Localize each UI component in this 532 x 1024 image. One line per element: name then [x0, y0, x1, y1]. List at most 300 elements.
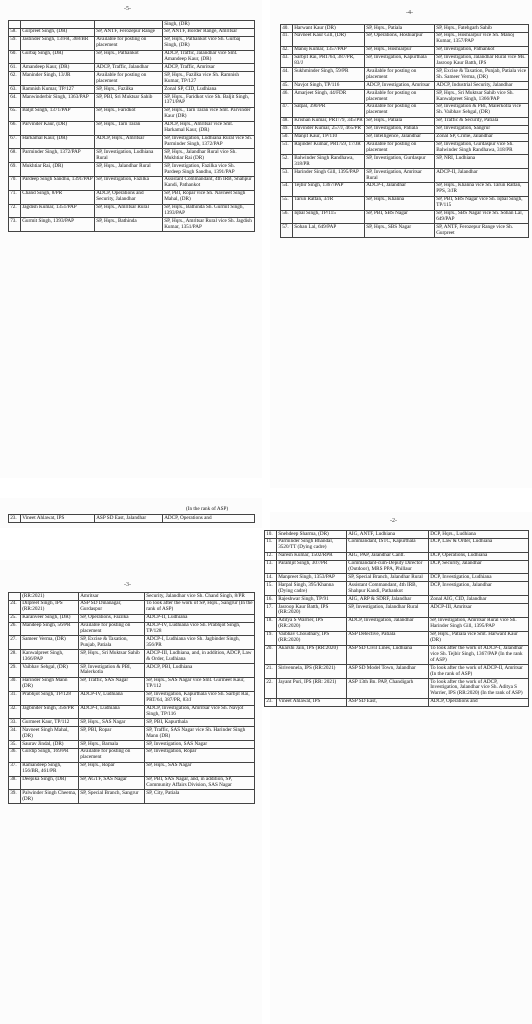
present-posting-cell: SP, Investigation, Ludhiana Rural — [95, 149, 163, 163]
table-row — [9, 762, 255, 776]
new-posting-cell: SP, ANTF, Border Range, Amritsar — [163, 28, 255, 36]
serial-cell: 72. — [9, 204, 21, 218]
new-posting-cell: SP, PBI, Ropar vice Sh. Navneet Singh Mahal, (DR) — [163, 190, 255, 204]
serial-cell: 34. — [9, 727, 21, 741]
table-row — [9, 218, 255, 232]
present-posting-cell: ASP SD Dinanagar, Gurdaspur — [79, 600, 145, 614]
new-posting-cell: ADCP, Investigation, Amritsar vice Sh. Navjot Singh, TP/116 — [145, 705, 255, 719]
present-posting-cell: Available for posting on placement — [365, 141, 435, 155]
officer-cell: Rajinder Kumar, PRT/59, 17/JR — [293, 141, 365, 155]
table-row — [265, 560, 529, 574]
present-posting-cell: ADCP, Hqrs., Amritsar — [95, 135, 163, 149]
present-posting-cell: AIG, ANTF, Ludhiana — [347, 531, 429, 539]
new-posting-cell: SP, Investigation, SAS Nagar — [145, 741, 255, 749]
table-row — [265, 631, 529, 645]
officer-cell: Manoj Kumar, 1357/PAP — [293, 46, 365, 54]
new-posting-cell: Security, Jalandhar vice Sh. Chand Singh, 8/PR — [145, 593, 255, 601]
officer-cell: Krishan Kumar, PRT/79, 345/PR — [294, 117, 363, 124]
table-row — [281, 169, 529, 183]
present-posting-cell: SP, Hqrs., Pathankot — [95, 50, 163, 64]
new-posting-cell: DCP, Security, Jalandhar — [429, 560, 529, 574]
new-posting-cell: Zonal SP, CID, Ludhiana — [163, 86, 255, 94]
serial-cell: 54. — [281, 182, 293, 196]
new-posting-cell: SP, Investigation, Ropar — [145, 748, 255, 762]
present-posting-cell: SP, Hqrs., Hoshiarpur — [365, 46, 435, 54]
officer-cell: Jasroop Kaur Batth, IPS (RR:2020) — [277, 604, 347, 618]
serial-cell — [9, 21, 21, 29]
present-posting-cell: SP, Investigation, Kapurthala — [365, 54, 435, 68]
new-posting-cell: SP, Excise & Taxation, Punjab, Patiala vice Sh. Sameer Verma, (DR) — [435, 68, 529, 82]
serial-cell: 11. — [265, 538, 277, 552]
table-row — [281, 224, 529, 238]
serial-cell: 49. — [281, 125, 293, 133]
table-row — [9, 636, 255, 650]
serial-cell: 28. — [9, 650, 21, 664]
serial-cell: 30. — [9, 677, 21, 691]
present-posting-cell: SP, Special Branch, Jalandhar Rural — [347, 574, 429, 582]
serial-cell: 47. — [281, 103, 293, 117]
serial-cell: 57. — [281, 224, 293, 238]
serial-cell: 73. — [9, 218, 21, 232]
rank-note: (In the rank of ASP) — [186, 506, 229, 512]
new-posting-cell: SP, Hqrs., Fatehgarh Sahib — [435, 25, 529, 33]
serial-cell: 51. — [281, 141, 293, 155]
table-row — [281, 117, 529, 125]
new-posting-cell: SP, Hqrs., Faridkot vice Sh. Baljit Singh, 1371/PAP — [163, 94, 255, 108]
officer-cell: Palwinder Singh Cheema, (DR) — [21, 790, 79, 804]
officer-cell: Vineet Ahlawat, IPS — [21, 515, 95, 523]
serial-cell: 31. — [9, 691, 21, 705]
serial-cell: 60. — [9, 50, 21, 64]
officer-cell: Parminder Singh, 1372/PAP — [21, 149, 95, 163]
new-posting-cell: SP, Investigation, Gurdaspur vice Sh. Balwinder Singh Randhawa, 318/PR — [435, 141, 529, 155]
new-posting-cell: ADCP, Operations and — [163, 515, 255, 523]
new-posting-cell: To look after the work of ADCP, Investigation, Jalandhar vice Sh. Aditya S Warrier, IPS (RR:2020) (In the rank of ASP) — [429, 679, 529, 699]
officer-cell: Deepika Singh, (DR) — [21, 776, 79, 790]
present-posting-cell — [95, 21, 163, 29]
new-posting-cell: To look after the work of ADCP-II, Amritsar (In the rank of ASP) — [429, 665, 529, 679]
table-row — [9, 72, 255, 86]
officer-cell: Baljit Singh, 1371/PAP — [21, 107, 95, 121]
table-row — [9, 622, 255, 636]
new-posting-cell: SP, PBI, SAS Nagar, and, in addition, SP, Community Affairs Division, SAS Nagar — [145, 776, 255, 790]
present-posting-cell: ASP SD East, Jalandhar — [95, 515, 163, 523]
officer-cell: Vineet Ahlawat, IPS — [277, 698, 347, 706]
officer-cell: Gurmeet Kaur, TP/112 — [21, 719, 79, 727]
present-posting-cell: Available for posting on placement — [79, 622, 145, 636]
serial-cell: 23. — [265, 698, 277, 706]
serial-cell: 22. — [265, 679, 277, 699]
new-posting-cell: ADCP, Operations and — [429, 698, 529, 706]
present-posting-cell: Commandant, ISTC, Kapurthala — [347, 538, 429, 552]
officer-cell: Sukhminder Singh, 59/PR — [293, 68, 365, 82]
new-posting-cell: SP, Hqrs., Tarn Taran vice Smt. Parvinder Kaur (DR) — [163, 107, 255, 121]
officer-cell: Vaibhav Sehgal, (DR) — [21, 664, 79, 678]
present-posting-cell: SP, PBI, SBS Nagar — [365, 210, 435, 224]
new-posting-cell: SP, Hqrs., Patiala vice Smt. Harwant Kaur (DR) — [429, 631, 529, 645]
new-posting-cell: SP, City, Patiala — [145, 790, 255, 804]
new-posting-cell: SP, Hqrs., Hoshiarpur vice Sh. Manoj Kumar, 1357/PAP — [435, 32, 529, 46]
serial-cell: 16. — [265, 596, 277, 604]
present-posting-cell: SP, Investigation, Amritsar Rural — [365, 169, 435, 183]
new-posting-cell: SP, Hqrs., Fazilka vice Sh. Ramnish Kumar, TP/127 — [163, 72, 255, 86]
officer-cell: Karanveer Singh, (DR) — [21, 614, 79, 622]
officer-cell: Vaibhav Choudhary, IPS (RR:2020) — [277, 631, 347, 645]
serial-cell: 63. — [9, 86, 21, 94]
table-row — [265, 645, 529, 665]
serial-cell: 65. — [9, 107, 21, 121]
new-posting-cell: ADCP, PBI, Ludhiana — [145, 664, 255, 678]
new-posting-cell: ADCP-II, Jalandhar — [435, 169, 529, 183]
page-bottom-right — [266, 512, 532, 1024]
new-posting-cell: Zonal SP, Crime, Jalandhar — [435, 133, 529, 141]
new-posting-cell: SP, Hqrs., Pathankot vice Sh. Gurbaj Singh, (DR) — [163, 36, 255, 50]
serial-cell: 18. — [265, 617, 277, 631]
serial-cell: 24. — [9, 600, 21, 614]
new-posting-cell: SP, Hqrs., Amritsar Rural vice Sh. Jagdish Kumar, 1351/PAP — [163, 218, 255, 232]
serial-cell: 64. — [9, 94, 21, 108]
officer-cell: Amarjeet Singh, 44/FDR — [293, 90, 365, 104]
present-posting-cell: SP, PBI, Ropar — [79, 727, 145, 741]
present-posting-cell: SP, Excise & Taxation, Punjab, Patiala — [79, 636, 145, 650]
present-posting-cell: SP, Hqrs., Barnala — [79, 741, 145, 749]
table-row — [281, 68, 529, 82]
page-fragment-strip — [0, 498, 262, 528]
serial-cell: 43. — [281, 54, 293, 68]
officer-cell: Maninder Singh, 13/JR — [21, 72, 95, 86]
serial-cell: 14. — [265, 574, 277, 582]
table-row — [265, 596, 529, 604]
officer-cell: Parminder Singh Bhandal, 3520/TT (Dying cadre) — [277, 538, 347, 552]
serial-cell: 50. — [281, 133, 293, 141]
table-row — [9, 107, 255, 121]
new-posting-cell: To look after the work of ADCP-I, Jalandhar vice Sh. Tejbir Singh, 1367/PAP (In the rank of ASP) — [429, 645, 529, 665]
officer-cell: Amandeep Kaur, (DR) — [21, 64, 95, 72]
officer-cell: Tarun Rattan, 3/JR — [293, 196, 365, 210]
officer-cell: Dilpreet Singh, IPS (RR:2021) — [21, 600, 79, 614]
officer-cell: Ramnish Kumar, TP/127 — [21, 86, 95, 94]
officer-cell: Navneet Kaur Gill, (DR) — [293, 32, 365, 46]
serial-cell: 68. — [9, 149, 21, 163]
new-posting-cell: SP, Investigation, Amritsar Rural vice Sh. Harinder Singh Gill, 1395/PAP — [429, 617, 529, 631]
serial-cell: 37. — [9, 762, 21, 776]
officer-cell: Rajeshwar Singh, TP/91 — [277, 596, 347, 604]
present-posting-cell: ASP SD Model Town, Jalandhar — [347, 665, 429, 679]
table-row — [9, 64, 255, 72]
present-posting-cell: SP, Special Branch, Sangrur — [79, 790, 145, 804]
officer-cell: Gurdip Singh, 169/PR — [21, 748, 79, 762]
present-posting-cell: SP, Hqrs., Amritsar Rural — [95, 204, 163, 218]
new-posting-cell: ADCP, Traffic, Jalandhar vice Smt. Amandeep Kaur, (DR) — [163, 50, 255, 64]
serial-cell: 29. — [9, 664, 21, 678]
page-number: -2- — [390, 518, 397, 524]
table-row — [281, 182, 529, 196]
table-row — [9, 748, 255, 762]
table-row — [9, 790, 255, 804]
new-posting-cell: ADCP, Traffic, Amritsar — [163, 64, 255, 72]
present-posting-cell: ASP Detective, Patiala — [347, 631, 429, 645]
serial-cell: 52. — [281, 155, 293, 169]
table-row — [9, 135, 255, 149]
serial-cell: 66. — [9, 121, 21, 135]
present-posting-cell: SP, Hqrs., Ropar — [79, 762, 145, 776]
officer-cell: Sirivennela, IPS (RR:2021) — [277, 665, 347, 679]
new-posting-cell: DCP, Investigation, Ludhiana — [429, 574, 529, 582]
present-posting-cell: SP, Hqrs., Faridkot — [95, 107, 163, 121]
officer-cell: Jastinder Singh, 13/FR, 368/BR — [21, 36, 95, 50]
serial-cell: 12. — [265, 552, 277, 560]
new-posting-cell: ADCP-III, Ludhiana, and, in addition, ADCP, Law & Order, Ludhiana — [145, 650, 255, 664]
table-row — [265, 604, 529, 618]
officer-cell: Prabhjot Singh, TP/128 — [21, 691, 79, 705]
table-row — [281, 125, 529, 133]
officer-cell: Balwinder Singh Randhawa, 318/PR — [293, 155, 365, 169]
new-posting-cell: SP, Investigation, Kapurthala vice Sh. Sarbjit Rai, PRT/64, 387/PR, 83/J — [145, 691, 255, 705]
serial-cell: 32. — [9, 705, 21, 719]
new-posting-cell: SP, Traffic, SAS Nagar vice Sh. Harinder Singh Mann (DR) — [145, 727, 255, 741]
officer-cell: Harinder Singh Mann (DR) — [21, 677, 79, 691]
officer-cell: Paramjit Singh, 307/PR — [277, 560, 347, 574]
present-posting-cell: ADCP-IV, Ludhiana — [79, 691, 145, 705]
table-row — [265, 531, 529, 539]
table-row — [9, 163, 255, 177]
serial-cell: 25. — [9, 614, 21, 622]
officer-cell: Jayant Puri, IPS (RR: 2021) — [277, 679, 347, 699]
serial-cell: 15. — [265, 582, 277, 596]
present-posting-cell: Available for posting on placement — [79, 748, 145, 762]
new-posting-cell: ADCP-I, Ludhiana vice Sh. Jagbinder Singh, 356/PR — [145, 636, 255, 650]
serial-cell: 69. — [9, 163, 21, 177]
present-posting-cell: SP, Investigation, Fazilka — [95, 176, 163, 190]
officer-cell: Davinder Kumar, 257/J, 465/PR — [293, 125, 365, 133]
present-posting-cell: SP, ANTF, Ferozepur Range — [95, 28, 163, 36]
serial-cell: 67. — [9, 135, 21, 149]
new-posting-cell: ADCP-II, Ludhiana — [145, 614, 255, 622]
serial-cell: 13. — [265, 560, 277, 574]
table-row — [281, 155, 529, 169]
serial-cell: 35. — [9, 741, 21, 749]
present-posting-cell: SP, Hqrs., Patiala — [365, 25, 435, 33]
new-posting-cell: To look after the work of SP, Hqrs., Sangrur (In the rank of ASP) — [146, 600, 253, 613]
posting-table-top-left — [8, 20, 255, 232]
present-posting-cell: AIG, ARP & SDRF, Jalandhar — [347, 596, 429, 604]
table-row — [265, 552, 529, 560]
table-row — [9, 600, 255, 614]
table-row — [281, 82, 529, 90]
page-top-right — [270, 0, 532, 488]
officer-cell: Manwinderbir Singh, 1363/PAP — [21, 94, 95, 108]
page-number: -5- — [124, 6, 131, 12]
new-posting-cell: SP, Investigation, Ludhiana Rural vice Sh. Parminder Singh, 1372/PAP — [163, 135, 255, 149]
present-posting-cell: SP, Investigation, Gurdaspur — [365, 155, 435, 169]
serial-cell: 48. — [281, 117, 293, 125]
present-posting-cell: SP, Operations, Hoshiarpur — [365, 32, 435, 46]
table-row — [9, 677, 255, 691]
table-row — [9, 719, 255, 727]
officer-cell: Manjit Kaur, TP/110 — [293, 133, 365, 141]
present-posting-cell: SP, Operations, Fazilka — [79, 614, 145, 622]
officer-cell: Manpreet Singh, 1353/PAP — [277, 574, 347, 582]
serial-cell: 38. — [9, 776, 21, 790]
serial-cell: 45. — [281, 82, 293, 90]
officer-cell: Satpal, 390/PR — [293, 103, 365, 117]
posting-table-bottom-right — [264, 530, 529, 707]
serial-cell: 40. — [281, 25, 293, 33]
present-posting-cell: SP, Investigation, Jalandhar Rural — [347, 604, 429, 618]
serial-cell: 23. — [9, 515, 21, 523]
present-posting-cell: SP, Hqrs., Jalandhar Rural — [95, 163, 163, 177]
present-posting-cell: Available for posting on placement — [95, 72, 163, 86]
present-posting-cell: Available for posting on placement — [95, 36, 163, 50]
table-row — [9, 691, 255, 705]
table-row — [9, 593, 255, 601]
table-row — [9, 515, 255, 523]
new-posting-cell: SP, Investigation & PBI, Malerkotla vice Sh. Vaibhav Sehgal, (DR) — [435, 103, 529, 117]
officer-cell: Harinder Singh Gill, 1395/PAP — [293, 169, 365, 183]
present-posting-cell: SP, PBI, Sri Muktsar Sahib — [95, 94, 163, 108]
officer-cell: Sameer Verma, (DR) — [21, 636, 79, 650]
page-number: -3- — [124, 582, 131, 588]
table-row — [9, 50, 255, 64]
table-row — [281, 196, 529, 210]
present-posting-cell: SP, Traffic, SAS Nagar — [79, 677, 145, 691]
table-row — [9, 149, 255, 163]
table-row — [9, 705, 255, 719]
present-posting-cell: SP, Hqrs., Sri Muktsar Sahib — [79, 650, 145, 664]
present-posting-cell: ASP 13th Bn. PAP, Chandigarh — [347, 679, 429, 699]
serial-cell — [9, 593, 21, 601]
officer-cell: Jagbinder Singh, 356/PR — [21, 705, 79, 719]
serial-cell: 42. — [281, 46, 293, 54]
table-row — [281, 25, 529, 33]
present-posting-cell: SP, Hqrs., Khanna — [365, 196, 435, 210]
officer-cell: Kanwalpreet Singh, 1366/PAP — [21, 650, 79, 664]
new-posting-cell: SP, Investigation, Pathankot — [435, 46, 529, 54]
table-row — [281, 133, 529, 141]
present-posting-cell: SP, Hqrs., Patiala — [365, 117, 435, 125]
present-posting-cell: ADCP, Investigation, Amritsar — [365, 82, 435, 90]
table-row — [281, 141, 529, 155]
present-posting-cell: ADCP, Traffic, Jalandhar — [95, 64, 163, 72]
officer-cell: Mukhtiar Rai, (DR) — [21, 163, 95, 177]
table-row — [281, 32, 529, 46]
new-posting-cell: SP, Hqrs., Sri Muktsar Sahib vice Sh. Kanwalpreet Singh, 1366/PAP — [435, 90, 529, 104]
new-posting-cell: ADCP-IV, Ludhiana vice Sh. Prabhjot Singh, TP/128 — [145, 622, 255, 636]
table-row — [9, 21, 255, 29]
new-posting-cell: DCP, Operations, Ludhiana — [429, 552, 529, 560]
serial-cell: 71. — [9, 190, 21, 204]
table-row — [281, 210, 529, 224]
officer-cell: Navjot Singh, TP/116 — [293, 82, 365, 90]
present-posting-cell: AIG, PAP, Jalandhar Cantt. — [347, 552, 429, 560]
table-row — [9, 86, 255, 94]
table-row — [281, 46, 529, 54]
new-posting-cell: SP, Hqrs., Khanna vice Sh. Tarun Rattan, PPS, 3/JR — [435, 182, 529, 196]
page-number: -4- — [406, 10, 413, 16]
present-posting-cell: SP, Hqrs., SBS Nagar — [365, 224, 435, 238]
table-row — [281, 90, 529, 104]
officer-cell: Tejbir Singh, 1367/PAP — [293, 182, 365, 196]
table-row — [265, 665, 529, 679]
officer-cell: Sohan Lal, 649/PAP — [293, 224, 365, 238]
table-row — [265, 574, 529, 582]
officer-cell: Saurav Jindal, (DR) — [21, 741, 79, 749]
serial-cell: 36. — [9, 748, 21, 762]
present-posting-cell: Amritsar — [79, 593, 145, 601]
new-posting-cell: SP, Hqrs., Jalandhar Rural vice Sh. Mukhtiar Rai (DR) — [163, 149, 255, 163]
present-posting-cell: ADCP, Operations and Security, Jalandhar — [95, 190, 163, 204]
serial-cell: 56. — [281, 210, 293, 224]
officer-cell: Harkamal Kaur, (DR) — [21, 135, 95, 149]
serial-cell: 19. — [265, 631, 277, 645]
serial-cell: 39. — [9, 790, 21, 804]
officer-cell: Ramandeep Singh, 156/BR, 461/PR — [21, 762, 79, 776]
new-posting-cell: DCP, Investigation, Jalandhar — [429, 582, 529, 596]
table-row — [9, 176, 255, 190]
officer-cell: (RR:2021) — [21, 593, 79, 601]
serial-cell: 20. — [265, 645, 277, 665]
new-posting-cell: Singh, (DR) — [163, 21, 255, 29]
serial-cell: 55. — [281, 196, 293, 210]
present-posting-cell: ASP SD East, — [347, 698, 429, 706]
serial-cell: 33. — [9, 719, 21, 727]
serial-cell: 21. — [265, 665, 277, 679]
table-row — [265, 538, 529, 552]
new-posting-cell: SP, PBI, Kapurthala — [145, 719, 255, 727]
new-posting-cell: Zonal AIG, CID, Jalandhar — [429, 596, 529, 604]
table-row — [9, 614, 255, 622]
serial-cell: 44. — [281, 68, 293, 82]
present-posting-cell: SP, Investigation & PBI, Malerkotla — [79, 664, 145, 678]
present-posting-cell: SP, Hqrs., Fazilka — [95, 86, 163, 94]
present-posting-cell: SP, Intelligence, Jalandhar — [365, 133, 435, 141]
officer-cell: Snehdeep Sharma, (DR) — [277, 531, 347, 539]
new-posting-cell: ADCP, Hqrs., Amritsar vice Smt. Harkamal Kaur, (DR) — [163, 121, 255, 135]
present-posting-cell: ASP SD Civil Lines, Ludhiana — [347, 645, 429, 665]
new-posting-cell: SP, Traffic & Security, Patiala — [435, 117, 529, 125]
new-posting-cell: SP, Hqrs., SAS Nagar vice Smt. Gurmeet Kaur, TP/112 — [145, 677, 255, 691]
serial-cell: 46. — [281, 90, 293, 104]
new-posting-cell: ADCP, Industrial Security, Jalandhar — [435, 82, 529, 90]
table-row — [265, 617, 529, 631]
serial-cell: 58. — [9, 28, 21, 36]
officer-cell: Jagdish Kumar, 1351/PAP — [21, 204, 95, 218]
present-posting-cell: SP, AGTF, SAS Nagar — [79, 776, 145, 790]
table-row — [9, 776, 255, 790]
new-posting-cell: SP, Investigation, Jalandhar Rural vice Ms. Jasroop Kaur Batth, IPS — [435, 54, 529, 68]
page-top-left — [0, 0, 262, 478]
officer-cell: Navneet Singh Mahal, (DR) — [21, 727, 79, 741]
new-posting-cell: SP, Hqrs., SAS Nagar — [145, 762, 255, 776]
table-row — [9, 664, 255, 678]
serial-cell: 26. — [9, 622, 21, 636]
present-posting-cell: ADCP, Investigation, Jalandhar — [347, 617, 429, 631]
present-posting-cell: SP, Hqrs., Tarn Taran — [95, 121, 163, 135]
officer-cell: Pardeep Singh Sandhu, 1391/PAP — [21, 176, 95, 190]
officer-cell: Sarbjit Rai, PRT/64, 387/PR, 83/J — [293, 54, 365, 68]
present-posting-cell: SP, Hqrs., Bathinda — [95, 218, 163, 232]
new-posting-cell: SP, Hqrs., Bathinda Sh. Gurmit Singh, 1393/PAP — [163, 204, 255, 218]
officer-cell: Gurmit Singh, 1393/PAP — [21, 218, 95, 232]
present-posting-cell: ADCP-I, Ludhiana — [79, 705, 145, 719]
table-row — [9, 28, 255, 36]
officer-cell: Mandeep Singh, 56/PR — [21, 622, 79, 636]
new-posting-cell: DCP, Hqrs., Ludhiana — [429, 531, 529, 539]
present-posting-cell: Commandant-cum-Deputy Director (Outdoor), MRS PPA, Phillaur — [347, 560, 429, 574]
serial-cell: 17. — [265, 604, 277, 618]
officer-cell: Gurbaj Singh, (DR) — [21, 50, 95, 64]
officer-cell: Chand Singh, 8/PR — [21, 190, 95, 204]
